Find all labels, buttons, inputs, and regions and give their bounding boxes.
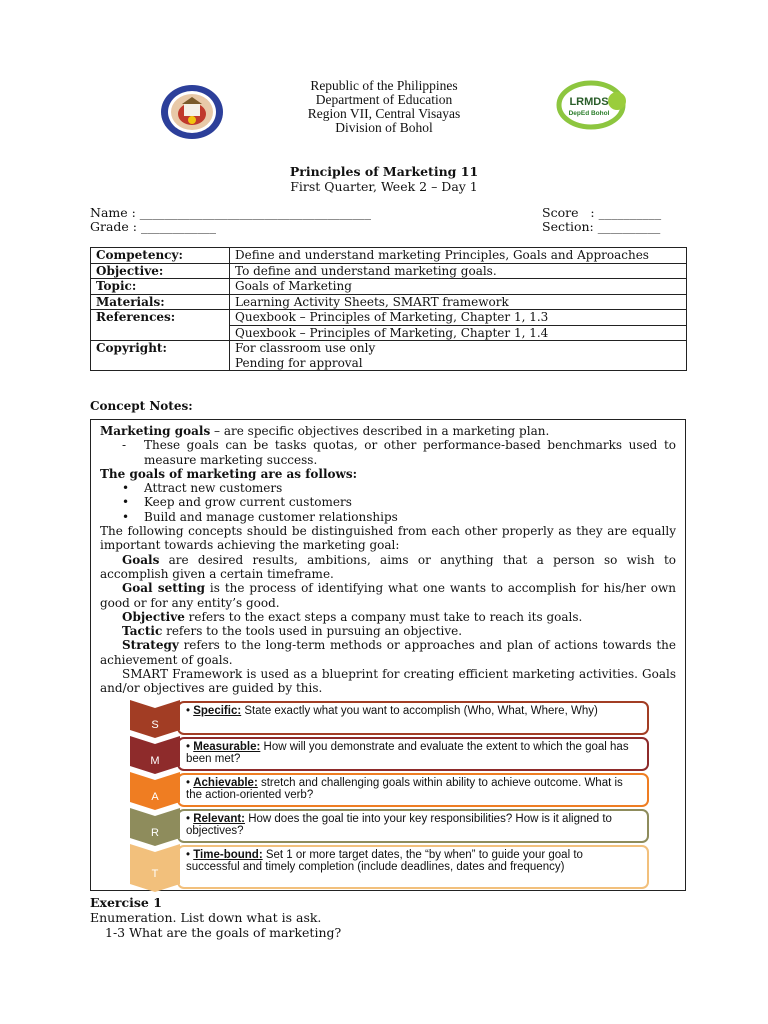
lrmds-logo-subtext: DepEd Bohol: [568, 110, 610, 117]
section-field[interactable]: Section: __________: [542, 219, 661, 234]
header-line-region: Region VII, Central Visayas: [307, 106, 461, 121]
competency-value: Define and understand marketing Principles, Goals and Approaches: [230, 248, 687, 264]
smart-desc-s: State exactly what you want to accomplish (Who, What, Where, Why): [241, 705, 598, 717]
objective-value: To define and understand marketing goals.: [230, 263, 687, 279]
objective-label: Objective:: [91, 263, 230, 279]
copyright-value-2: Pending for approval: [235, 355, 363, 370]
concepts-intro: The following concepts should be distinguished from each other properly as they are equally important towards achieving the marketing goal:: [100, 524, 676, 553]
goals-paragraph: Goals are desired results, ambitions, aims or anything that a person so wish to accomplish given a certain timeframe.: [100, 552, 676, 581]
bullet-icon: •: [186, 705, 194, 717]
references-label: References:: [91, 310, 230, 341]
smart-desc-r: How does the goal tie into your key responsibilities? How is it aligned to objectives?: [186, 813, 612, 837]
lrmds-logo-text: LRMDS: [569, 96, 609, 108]
schedule-subtitle: First Quarter, Week 2 – Day 1: [290, 179, 478, 194]
marketing-goals-dash-item: - These goals can be tasks quotas, or other performance-based benchmarks used to measure marketing success.: [122, 438, 676, 467]
bullet-text-3: Build and manage customer relationships: [144, 509, 398, 524]
bullet-icon: •: [122, 495, 130, 510]
goal-setting-paragraph: Goal setting is the process of identifying what one wants to accomplish for his/her own good or for any entity’s good.: [100, 581, 676, 610]
bullet-icon: •: [122, 481, 130, 496]
bullet-icon: •: [186, 849, 194, 861]
topic-label: Topic:: [91, 279, 230, 295]
marketing-goals-def: – are specific objectives described in a marketing plan.: [210, 424, 550, 438]
grade-field[interactable]: Grade : ____________: [90, 219, 216, 234]
smart-term-m: Measurable:: [193, 741, 261, 753]
smart-text-s: [186, 705, 638, 717]
score-field[interactable]: Score : __________: [542, 205, 662, 220]
smart-letter-s: S: [151, 719, 159, 731]
smart-text-a: [186, 777, 638, 801]
concept-notes-heading: Concept Notes:: [90, 399, 193, 413]
smart-desc-m: How will you demonstrate and evaluate the extent to which the goal has been met?: [186, 741, 629, 765]
header-line-republic: Republic of the Philippines: [310, 78, 458, 93]
smart-term-s: Specific:: [193, 705, 242, 717]
bullet-icon: •: [186, 741, 194, 753]
smart-text-t: [186, 849, 638, 873]
name-field[interactable]: Name : _____________________________________: [90, 205, 372, 220]
materials-label: Materials:: [91, 294, 230, 310]
smart-intro-paragraph: SMART Framework is used as a blueprint for creating efficient marketing activities. Goals and/or objectives are guided by this.: [100, 667, 676, 696]
tactic-paragraph: Tactic refers to the tools used in pursuing an objective.: [122, 624, 463, 639]
exercise-section: [90, 895, 341, 940]
competency-label: Competency:: [91, 248, 230, 264]
objective-paragraph: Objective refers to the exact steps a company must take to reach its goals.: [122, 609, 583, 624]
smart-letter-m: M: [150, 755, 160, 767]
smart-letter-a: A: [151, 791, 159, 803]
copyright-label: Copyright:: [91, 341, 230, 371]
header-line-department: Department of Education: [315, 92, 453, 107]
materials-value: Learning Activity Sheets, SMART framework: [230, 294, 687, 310]
bullet-text-2: Keep and grow current customers: [144, 495, 352, 510]
marketing-goals-term: Marketing goals: [100, 424, 211, 438]
bullet-icon: •: [122, 509, 130, 524]
exercise-title: Exercise 1: [90, 895, 162, 910]
bullet-icon: •: [186, 777, 194, 789]
bullet-text-1: Attract new customers: [144, 481, 283, 496]
smart-text-m: [186, 741, 638, 765]
marketing-goals-dash-text: These goals can be tasks quotas, or other performance-based benchmarks used to measure marketing success.: [144, 438, 676, 467]
copyright-value-1: For classroom use only: [235, 341, 376, 355]
subject-title: Principles of Marketing 11: [289, 164, 479, 179]
smart-term-a: Achievable:: [193, 777, 258, 789]
smart-desc-t: Set 1 or more target dates, the “by when” to guide your goal to successful and timely completion (include deadlines, dates and frequency): [186, 849, 583, 873]
smart-term-t: Time-bound:: [193, 849, 263, 861]
references-value-1: Quexbook – Principles of Marketing, Chapter 1, 1.3: [230, 310, 687, 326]
goals-heading: The goals of marketing are as follows:: [100, 466, 358, 481]
exercise-question: 1-3 What are the goals of marketing?: [105, 925, 342, 940]
topic-value: Goals of Marketing: [230, 279, 687, 295]
smart-desc-a: stretch and challenging goals within ability to achieve outcome. What is the action-oriented verb?: [186, 777, 623, 801]
smart-text-r: [186, 813, 638, 837]
smart-letter-t: T: [151, 868, 159, 880]
strategy-paragraph: Strategy refers to the long-term methods or approaches and plan of actions towards the achievement of goals.: [100, 638, 676, 667]
smart-letter-r: R: [151, 827, 159, 839]
bullet-icon: •: [186, 813, 194, 825]
smart-term-r: Relevant:: [193, 813, 246, 825]
references-value-2: Quexbook – Principles of Marketing, Chapter 1, 1.4: [230, 325, 687, 341]
exercise-instruction: Enumeration. List down what is ask.: [90, 910, 322, 925]
header-line-division: Division of Bohol: [335, 120, 433, 135]
